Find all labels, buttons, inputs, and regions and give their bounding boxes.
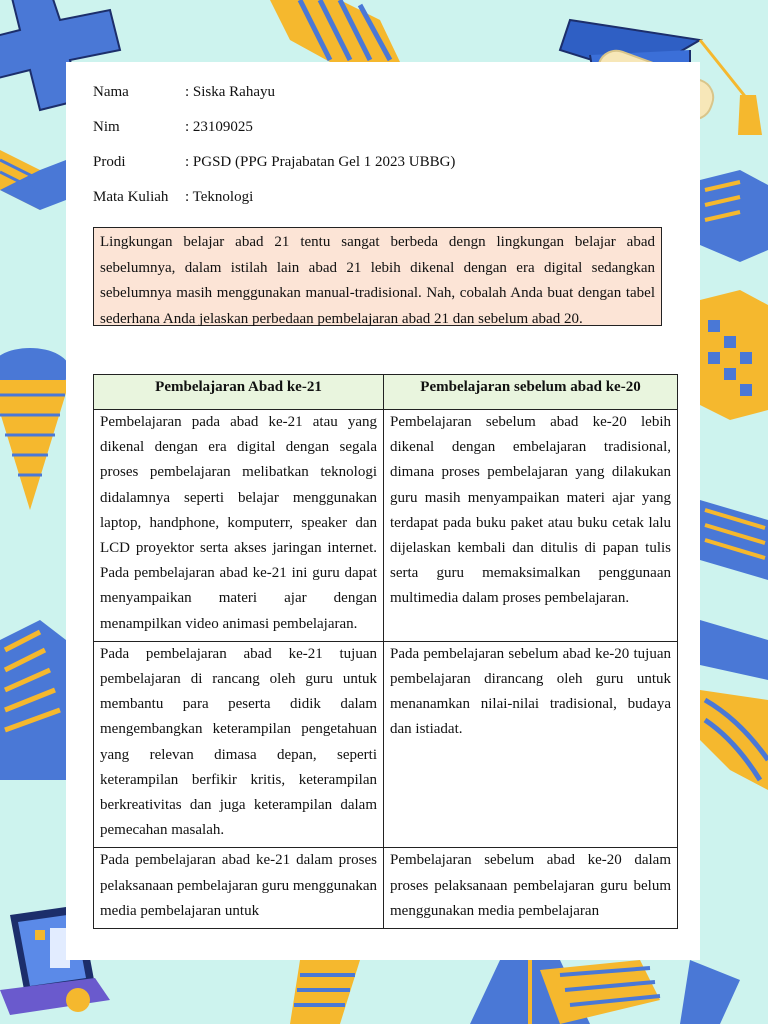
stairs-decoration [0, 620, 66, 780]
table-header-row [94, 375, 678, 410]
assignment-prompt: Lingkungan belajar abad 21 tentu sangat berbeda dengn lingkungan belajar abad sebelumnya, dalam istilah lain abad 21 lebih dikenal dengan era digital sedangkan sebelumnya masih menggunakan manual-tradisional. Nah, cobalah Anda buat dengan tabel sederhana Anda jelaskan perbedaan pembelajaran abad 21 dan sebelum abad 20. [93, 227, 662, 326]
column-header: Pembelajaran sebelum abad ke-20 [384, 375, 678, 410]
info-label: Nim [93, 119, 120, 135]
column-header: Pembelajaran Abad ke-21 [94, 375, 384, 410]
striped-block-decoration [270, 0, 400, 62]
info-value: : Siska Rahayu [185, 84, 275, 100]
table-cell: Pada pembelajaran sebelum abad ke-20 tujuan pembelajaran dirancang oleh guru untuk menanamkan nilai-nilai tradisional, budaya dan istiadat. [384, 641, 678, 848]
left-block-decoration [0, 150, 66, 210]
info-row-name [93, 84, 455, 119]
table-row [94, 848, 678, 929]
info-row-prodi [93, 154, 455, 189]
bottom-decoration [290, 960, 740, 1024]
table-row [94, 641, 678, 848]
info-label: Nama [93, 84, 129, 100]
info-value: : Teknologi [185, 189, 254, 205]
table-cell: Pembelajaran pada abad ke-21 atau yang dikenal dengan era digital dengan segala proses pembelajaran melibatkan teknologi didalamnya seperti belajar menggunakan laptop, handphone, komputerr, speaker dan LCD proyektor serta akses jaringan internet. Pada pembelajaran abad ke-21 ini guru dapat menyampaikan materi ajar dengan menampilkan video animasi pembelajaran. [94, 410, 384, 642]
info-label: Mata Kuliah [93, 189, 169, 205]
table-cell: Pembelajaran sebelum abad ke-20 lebih dikenal dengan embelajaran tradisional, dimana proses pembelajaran yang dilakukan guru masih menyampaikan materi ajar yang terdapat pada buku paket atau buku cetak lalu dijelaskan kembali dan ditulis di papan tulis serta guru memaksimalkan penggunaan multimedia dalam proses pembelajaran. [384, 410, 678, 642]
document-page [66, 62, 700, 960]
table-cell: Pembelajaran sebelum abad ke-20 dalam proses pelaksanaan pembelajaran guru belum menggunakan media pembelajaran [384, 848, 678, 929]
table-cell: Pada pembelajaran abad ke-21 dalam proses pelaksanaan pembelajaran guru menggunakan media pembelajaran untuk [94, 848, 384, 929]
right-block-decoration [700, 170, 768, 790]
info-row-nim [93, 119, 455, 154]
info-label: Prodi [93, 154, 126, 170]
table-cell: Pada pembelajaran abad ke-21 tujuan pembelajaran di rancang oleh guru untuk membantu para peserta didik dalam mengembangkan keterampilan pengetahuan yang relevan dimasa depan, seperti keterampilan berfikir kritis, keterampilan berkreativitas dan juga keterampilan dalam pemecahan masalah. [94, 641, 384, 848]
table-row [94, 410, 678, 642]
cone-decoration [0, 348, 70, 510]
student-info [93, 84, 455, 224]
info-value: : PGSD (PPG Prajabatan Gel 1 2023 UBBG) [185, 154, 456, 170]
info-value: : 23109025 [185, 119, 253, 135]
comparison-table [93, 374, 678, 929]
info-row-course [93, 189, 455, 224]
